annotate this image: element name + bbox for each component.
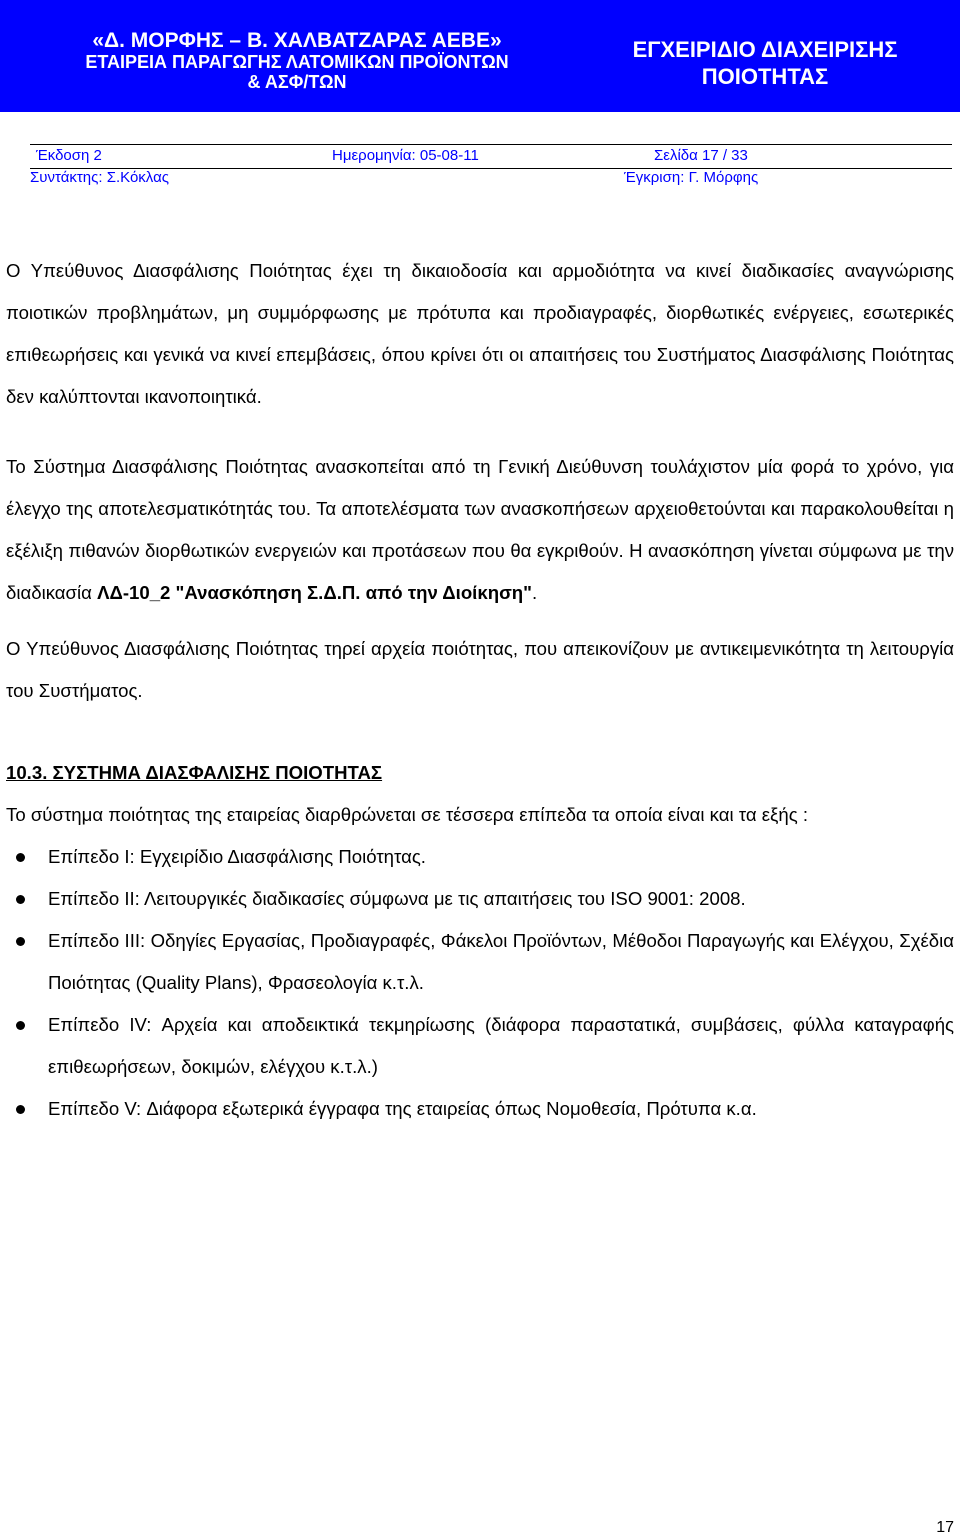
paragraph-quality-records: Ο Υπεύθυνος Διασφάλισης Ποιότητας τηρεί αρχεία ποιότητας, που απεικονίζουν με αντικειμενικότητα τη λειτουργία του Συστήματος. xyxy=(6,638,954,701)
company-name-block xyxy=(12,30,582,92)
document-header xyxy=(0,0,960,112)
manual-title-block xyxy=(600,36,930,90)
paragraph-system-review: Το Σύστημα Διασφάλισης Ποιότητας ανασκοπείται από τη Γενική Διεύθυνση τουλάχιστον μία φορά το χρόνο, για έλεγχο της αποτελεσματικότητάς του. Τα αποτελέσματα των ανασκοπήσεων αρχειοθετούνται και παρακολουθείται η εξέλιξη πιθανών διορθωτικών ενεργειών και προτάσεων που θα εγκριθούν. Η ανασκόπηση γίνεται σύμφωνα με την διαδικασία ΛΔ-10_2 "Ανασκόπηση Σ.Δ.Π. από την Διοίκηση". xyxy=(6,456,954,603)
section-intro: Το σύστημα ποιότητας της εταιρείας διαρθρώνεται σε τέσσερα επίπεδα τα οποία είναι και τα εξής : xyxy=(6,804,808,825)
document-authors-row xyxy=(30,167,952,189)
list-item: Επίπεδο IV: Αρχεία και αποδεικτικά τεκμηρίωσης (διάφορα παραστατικά, συμβάσεις, φύλλα καταγραφής επιθεωρήσεων, δοκιμών, ελέγχου κ.τ.λ.) xyxy=(6,1004,954,1088)
page-number: 17 xyxy=(936,1519,954,1536)
company-description: ΕΤΑΙΡΕΙΑ ΠΑΡΑΓΩΓΗΣ ΛΑΤΟΜΙΚΩΝ ΠΡΟΪΟΝΤΩΝ xyxy=(85,52,509,72)
levels-list xyxy=(6,836,954,1130)
bullet-icon xyxy=(16,937,25,946)
list-item: Επίπεδο ΙΙ: Λειτουργικές διαδικασίες σύμφωνα με τις απαιτήσεις του ISO 9001: 2008. xyxy=(6,878,954,920)
manual-title-cont: ΠΟΙΟΤΗΤΑΣ xyxy=(701,64,829,89)
bullet-icon xyxy=(16,895,25,904)
date-label: Ημερομηνία: 05-08-11 xyxy=(332,147,479,164)
company-description-cont: & ΑΣΦ/ΤΩΝ xyxy=(247,72,347,92)
page-label: Σελίδα 17 / 33 xyxy=(654,147,748,164)
list-item: Επίπεδο Ι: Εγχειρίδιο Διασφάλισης Ποιότητας. xyxy=(6,836,954,878)
bullet-icon xyxy=(16,1105,25,1114)
manual-title: ΕΓΧΕΙΡΙΔΙΟ ΔΙΑΧΕΙΡΙΣΗΣ xyxy=(632,37,898,62)
author-label: Συντάκτης: Σ.Κόκλας xyxy=(30,169,169,186)
list-item: Επίπεδο ΙΙΙ: Οδηγίες Εργασίας, Προδιαγραφές, Φάκελοι Προϊόντων, Μέθοδοι Παραγωγής και Ελέγχου, Σχέδια Ποιότητας (Quality Plans), Φρασεολογία κ.τ.λ. xyxy=(6,920,954,1004)
section-heading: 10.3. ΣΥΣΤΗΜΑ ΔΙΑΣΦΑΛΙΣΗΣ ΠΟΙΟΤΗΤΑΣ xyxy=(6,762,383,783)
bullet-icon xyxy=(16,853,25,862)
document-body xyxy=(6,250,954,1130)
list-item: Επίπεδο V: Διάφορα εξωτερικά έγγραφα της εταιρείας όπως Νομοθεσία, Πρότυπα κ.α. xyxy=(6,1088,954,1130)
paragraph-system-review-text: Το Σύστημα Διασφάλισης Ποιότητας ανασκοπείται από τη Γενική Διεύθυνση τουλάχιστον μία φορά το χρόνο, για έλεγχο της αποτελεσματικότητάς του. Τα αποτελέσματα των ανασκοπήσεων αρχειοθετούνται και παρακολουθείται η εξέλιξη πιθανών διορθωτικών ενεργειών και προτάσεων που θα εγκριθούν. Η ανασκόπηση γίνεται σύμφωνα με την διαδικασία xyxy=(6,456,954,603)
bullet-icon xyxy=(16,1021,25,1030)
document-meta-row xyxy=(30,144,952,169)
edition-label: Έκδοση 2 xyxy=(36,147,102,164)
procedure-reference: ΛΔ-10_2 "Ανασκόπηση Σ.Δ.Π. από την Διοίκηση" xyxy=(97,582,532,603)
paragraph-quality-manager-authority: Ο Υπεύθυνος Διασφάλισης Ποιότητας έχει τη δικαιοδοσία και αρμοδιότητα να κινεί διαδικασίες αναγνώρισης ποιοτικών προβλημάτων, μη συμμόρφωσης με πρότυπα και προδιαγραφές, διορθωτικές ενέργειες, εσωτερικές επιθεωρήσεις και γενικά να κινεί επεμβάσεις, όπου κρίνει ότι οι απαιτήσεις του Συστήματος Διασφάλισης Ποιότητας δεν καλύπτονται ικανοποιητικά. xyxy=(6,260,954,407)
company-name: «Δ. ΜΟΡΦΗΣ – Β. ΧΑΛΒΑΤΖΑΡΑΣ ΑΕΒΕ» xyxy=(92,29,502,52)
approval-label: Έγκριση: Γ. Μόρφης xyxy=(624,169,759,186)
